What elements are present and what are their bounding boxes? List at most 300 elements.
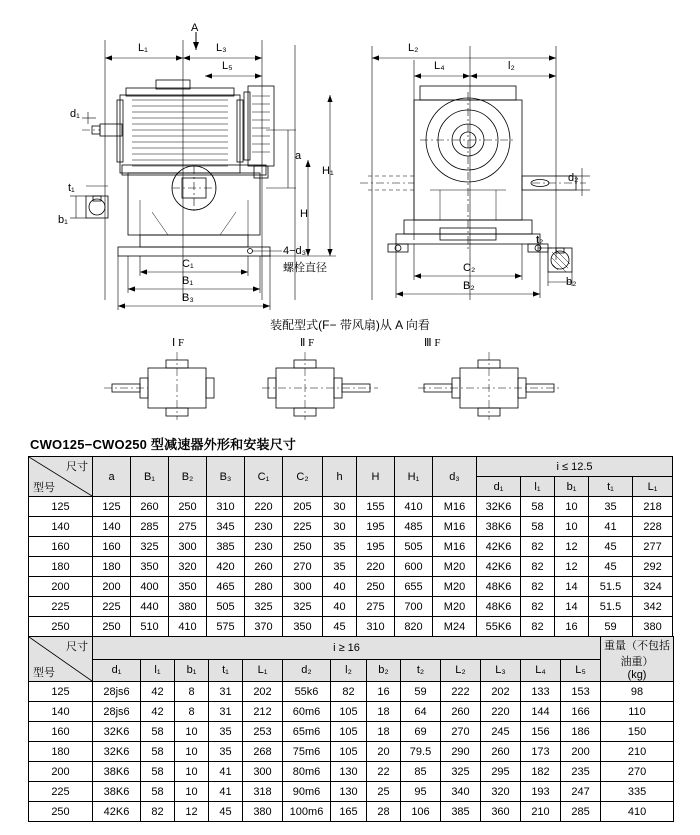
value-cell: 235	[561, 762, 601, 782]
dim-label-C1: C₁	[182, 258, 194, 270]
value-cell: 253	[243, 722, 283, 742]
value-cell: 820	[395, 617, 433, 637]
value-cell: M16	[433, 497, 477, 517]
model-cell: 180	[29, 742, 93, 762]
dim-label-A: A	[191, 22, 199, 34]
value-cell: 8	[175, 702, 209, 722]
value-cell: 10	[555, 517, 589, 537]
value-cell: 14	[555, 597, 589, 617]
model-cell: 200	[29, 577, 93, 597]
table2-body	[29, 682, 674, 822]
value-cell: 268	[243, 742, 283, 762]
value-cell: 205	[283, 497, 323, 517]
col2-L4: L₄	[521, 659, 561, 682]
value-cell: 325	[131, 537, 169, 557]
value-cell: 16	[367, 682, 401, 702]
model-cell: 125	[29, 682, 93, 702]
value-cell: 485	[395, 517, 433, 537]
col-H: H	[357, 457, 395, 497]
value-cell: 385	[207, 537, 245, 557]
value-cell: 150	[601, 722, 674, 742]
value-cell: 32K6	[93, 742, 141, 762]
value-cell: 320	[481, 782, 521, 802]
value-cell: M20	[433, 557, 477, 577]
table-row	[29, 702, 674, 722]
value-cell: 218	[633, 497, 673, 517]
value-cell: 380	[243, 802, 283, 822]
value-cell: 60m6	[283, 702, 331, 722]
col2-L5: L₅	[561, 659, 601, 682]
value-cell: 285	[131, 517, 169, 537]
model-cell: 225	[29, 782, 93, 802]
dim-label-d1: d₁	[70, 108, 80, 120]
dimension-table-large-ratio	[28, 636, 674, 822]
dimension-table-small-ratio	[28, 456, 673, 637]
col2-d2: d₂	[283, 659, 331, 682]
col-H1: H₁	[395, 457, 433, 497]
dim-label-L5: L₅	[222, 60, 233, 72]
model-cell: 140	[29, 702, 93, 722]
model-cell: 180	[29, 557, 93, 577]
assembly-caption: 装配型式(F− 带风扇)从 A 向看	[270, 318, 430, 332]
value-cell: 250	[357, 577, 395, 597]
value-cell: 16	[555, 617, 589, 637]
value-cell: 40	[323, 597, 357, 617]
value-cell: 58	[141, 782, 175, 802]
value-cell: 32K6	[93, 722, 141, 742]
value-cell: 41	[209, 782, 243, 802]
value-cell: 35	[323, 537, 357, 557]
col-t1: t₁	[589, 477, 633, 497]
value-cell: 505	[207, 597, 245, 617]
value-cell: 51.5	[589, 597, 633, 617]
table1-corner-bottom: 型号	[33, 482, 55, 494]
value-cell: 35	[323, 557, 357, 577]
value-cell: M16	[433, 517, 477, 537]
value-cell: 35	[589, 497, 633, 517]
dim-label-b1: b₁	[58, 214, 68, 226]
value-cell: 200	[561, 742, 601, 762]
table1-corner-top: 尺寸	[66, 461, 88, 473]
value-cell: 79.5	[401, 742, 441, 762]
value-cell: 58	[141, 762, 175, 782]
table1-corner-cell	[29, 457, 93, 497]
value-cell: 82	[521, 557, 555, 577]
table2-corner-top: 尺寸	[66, 641, 88, 653]
value-cell: 325	[283, 597, 323, 617]
dim-label-B3: B₃	[182, 292, 194, 304]
value-cell: 82	[521, 597, 555, 617]
value-cell: 700	[395, 597, 433, 617]
value-cell: 195	[357, 517, 395, 537]
value-cell: 290	[441, 742, 481, 762]
value-cell: 10	[175, 782, 209, 802]
value-cell: 85	[401, 762, 441, 782]
value-cell: 160	[93, 537, 131, 557]
value-cell: 510	[131, 617, 169, 637]
value-cell: 59	[589, 617, 633, 637]
value-cell: 410	[601, 802, 674, 822]
dim-label-L1: L₁	[138, 42, 148, 54]
table2-corner-bottom: 型号	[33, 667, 55, 679]
weight-header-unit: (kg)	[627, 669, 647, 681]
value-cell: 250	[169, 497, 207, 517]
variant-label-3: Ⅲ F	[424, 337, 441, 349]
value-cell: 75m6	[283, 742, 331, 762]
col-d1: d₁	[477, 477, 521, 497]
note-bolt-diameter-text: 螺栓直径	[283, 262, 327, 274]
value-cell: 156	[521, 722, 561, 742]
value-cell: 195	[357, 537, 395, 557]
value-cell: 260	[245, 557, 283, 577]
value-cell: 105	[331, 742, 367, 762]
value-cell: 38K6	[93, 782, 141, 802]
weight-header-line1: 重量（不包括	[604, 640, 671, 652]
table-row	[29, 617, 673, 637]
dim-label-b2: b₂	[566, 276, 577, 288]
value-cell: 300	[169, 537, 207, 557]
model-cell: 160	[29, 722, 93, 742]
value-cell: 655	[395, 577, 433, 597]
value-cell: 300	[243, 762, 283, 782]
value-cell: 144	[521, 702, 561, 722]
value-cell: 35	[209, 722, 243, 742]
table-row	[29, 722, 674, 742]
dim-label-d2: d₂	[568, 172, 579, 184]
value-cell: 186	[561, 722, 601, 742]
group-header-i-ge-16: i ≥ 16	[93, 637, 601, 660]
dim-label-L4: L₄	[434, 60, 445, 72]
table-row	[29, 517, 673, 537]
value-cell: 105	[331, 702, 367, 722]
value-cell: 32K6	[477, 497, 521, 517]
value-cell: 173	[521, 742, 561, 762]
dim-label-a: a	[295, 150, 302, 162]
value-cell: 440	[131, 597, 169, 617]
value-cell: 51.5	[589, 577, 633, 597]
variant-label-2: Ⅱ F	[300, 337, 315, 349]
value-cell: 182	[521, 762, 561, 782]
value-cell: 41	[209, 762, 243, 782]
col-b1: b₁	[555, 477, 589, 497]
value-cell: 22	[367, 762, 401, 782]
table-row	[29, 802, 674, 822]
value-cell: 14	[555, 577, 589, 597]
value-cell: 505	[395, 537, 433, 557]
value-cell: 465	[207, 577, 245, 597]
value-cell: 295	[481, 762, 521, 782]
value-cell: 105	[331, 722, 367, 742]
model-cell: 200	[29, 762, 93, 782]
value-cell: 212	[243, 702, 283, 722]
value-cell: 28js6	[93, 682, 141, 702]
col-l1: l₁	[521, 477, 555, 497]
value-cell: 310	[207, 497, 245, 517]
value-cell: 335	[601, 782, 674, 802]
value-cell: 42	[141, 682, 175, 702]
value-cell: 106	[401, 802, 441, 822]
value-cell: 10	[555, 497, 589, 517]
model-cell: 250	[29, 802, 93, 822]
value-cell: 38K6	[93, 762, 141, 782]
col-L1: L₁	[633, 477, 673, 497]
note-bolt-diameter-code: 4−d₃	[283, 245, 307, 257]
value-cell: 202	[481, 682, 521, 702]
col2-t1: t₁	[209, 659, 243, 682]
value-cell: M16	[433, 537, 477, 557]
value-cell: 30	[323, 497, 357, 517]
col2-l1: l₁	[141, 659, 175, 682]
value-cell: 270	[283, 557, 323, 577]
value-cell: 153	[561, 682, 601, 702]
value-cell: 130	[331, 782, 367, 802]
value-cell: 18	[367, 702, 401, 722]
value-cell: 80m6	[283, 762, 331, 782]
value-cell: 247	[561, 782, 601, 802]
table-row	[29, 742, 674, 762]
value-cell: 370	[245, 617, 283, 637]
value-cell: 69	[401, 722, 441, 742]
value-cell: 10	[175, 762, 209, 782]
value-cell: 410	[395, 497, 433, 517]
dim-label-t2: t₂	[536, 234, 544, 246]
col2-t2: t₂	[401, 659, 441, 682]
col-C2: C₂	[283, 457, 323, 497]
group-header-i-le-12-5: i ≤ 12.5	[477, 457, 673, 477]
value-cell: 130	[331, 762, 367, 782]
value-cell: 42K6	[93, 802, 141, 822]
dim-label-L3: L₃	[216, 42, 227, 54]
value-cell: 420	[207, 557, 245, 577]
value-cell: 325	[245, 597, 283, 617]
value-cell: 230	[245, 517, 283, 537]
value-cell: 55k6	[283, 682, 331, 702]
dim-label-H1: H₁	[322, 165, 334, 177]
table2-corner-cell	[29, 637, 93, 682]
value-cell: 230	[245, 537, 283, 557]
value-cell: M20	[433, 577, 477, 597]
model-cell: 250	[29, 617, 93, 637]
value-cell: 12	[555, 537, 589, 557]
value-cell: 82	[521, 537, 555, 557]
value-cell: 82	[521, 617, 555, 637]
value-cell: 166	[561, 702, 601, 722]
dim-label-H: H	[300, 208, 308, 220]
value-cell: 38K6	[477, 517, 521, 537]
col-h: h	[323, 457, 357, 497]
table-row	[29, 782, 674, 802]
table1-body	[29, 497, 673, 637]
value-cell: 8	[175, 682, 209, 702]
value-cell: 285	[561, 802, 601, 822]
variant-label-1: Ⅰ F	[172, 337, 185, 349]
value-cell: 275	[357, 597, 395, 617]
value-cell: 133	[521, 682, 561, 702]
value-cell: 292	[633, 557, 673, 577]
dim-label-l2: l₂	[508, 60, 515, 72]
col-B1: B₁	[131, 457, 169, 497]
col-weight	[601, 637, 674, 682]
value-cell: 225	[93, 597, 131, 617]
value-cell: 98	[601, 682, 674, 702]
value-cell: 82	[141, 802, 175, 822]
value-cell: 125	[93, 497, 131, 517]
value-cell: 202	[243, 682, 283, 702]
value-cell: 320	[169, 557, 207, 577]
table-row	[29, 682, 674, 702]
value-cell: 42	[141, 702, 175, 722]
value-cell: 58	[521, 517, 555, 537]
value-cell: 110	[601, 702, 674, 722]
value-cell: 55K6	[477, 617, 521, 637]
value-cell: 220	[245, 497, 283, 517]
col-d3: d₃	[433, 457, 477, 497]
table-row	[29, 762, 674, 782]
value-cell: 42K6	[477, 537, 521, 557]
value-cell: 45	[589, 537, 633, 557]
model-cell: 140	[29, 517, 93, 537]
col-B2: B₂	[169, 457, 207, 497]
value-cell: 193	[521, 782, 561, 802]
value-cell: 48K6	[477, 597, 521, 617]
value-cell: 410	[169, 617, 207, 637]
value-cell: 30	[323, 517, 357, 537]
value-cell: 45	[323, 617, 357, 637]
dim-label-B1: B₁	[182, 275, 194, 287]
value-cell: 59	[401, 682, 441, 702]
value-cell: 42K6	[477, 557, 521, 577]
value-cell: 58	[521, 497, 555, 517]
value-cell: 40	[323, 577, 357, 597]
col-B3: B₃	[207, 457, 245, 497]
table-row	[29, 597, 673, 617]
value-cell: 310	[357, 617, 395, 637]
table-row	[29, 537, 673, 557]
value-cell: 342	[633, 597, 673, 617]
value-cell: 200	[93, 577, 131, 597]
col2-L1: L₁	[243, 659, 283, 682]
value-cell: 220	[481, 702, 521, 722]
col2-b2: b₂	[367, 659, 401, 682]
value-cell: 41	[589, 517, 633, 537]
value-cell: 277	[633, 537, 673, 557]
value-cell: 340	[441, 782, 481, 802]
model-cell: 225	[29, 597, 93, 617]
dim-label-L2: L₂	[408, 42, 419, 54]
value-cell: 25	[367, 782, 401, 802]
value-cell: 28	[367, 802, 401, 822]
value-cell: 260	[481, 742, 521, 762]
col2-b1: b₁	[175, 659, 209, 682]
dim-label-C2: C₂	[463, 262, 476, 274]
value-cell: 31	[209, 682, 243, 702]
value-cell: 155	[357, 497, 395, 517]
value-cell: M24	[433, 617, 477, 637]
value-cell: 222	[441, 682, 481, 702]
col-C1: C₁	[245, 457, 283, 497]
value-cell: 270	[601, 762, 674, 782]
value-cell: 12	[175, 802, 209, 822]
value-cell: 260	[131, 497, 169, 517]
value-cell: 45	[589, 557, 633, 577]
model-cell: 125	[29, 497, 93, 517]
value-cell: 58	[141, 722, 175, 742]
dim-label-t1: t₁	[68, 182, 75, 194]
value-cell: 10	[175, 722, 209, 742]
value-cell: 82	[521, 577, 555, 597]
value-cell: 180	[93, 557, 131, 577]
value-cell: 360	[481, 802, 521, 822]
table-row	[29, 497, 673, 517]
value-cell: 82	[331, 682, 367, 702]
value-cell: 345	[207, 517, 245, 537]
value-cell: 220	[357, 557, 395, 577]
value-cell: 10	[175, 742, 209, 762]
value-cell: M20	[433, 597, 477, 617]
value-cell: 90m6	[283, 782, 331, 802]
value-cell: 95	[401, 782, 441, 802]
value-cell: 64	[401, 702, 441, 722]
value-cell: 275	[169, 517, 207, 537]
col2-L3: L₃	[481, 659, 521, 682]
value-cell: 12	[555, 557, 589, 577]
value-cell: 350	[169, 577, 207, 597]
value-cell: 58	[141, 742, 175, 762]
value-cell: 350	[283, 617, 323, 637]
value-cell: 325	[441, 762, 481, 782]
value-cell: 31	[209, 702, 243, 722]
value-cell: 324	[633, 577, 673, 597]
value-cell: 225	[283, 517, 323, 537]
value-cell: 380	[169, 597, 207, 617]
col2-L2: L₂	[441, 659, 481, 682]
value-cell: 350	[131, 557, 169, 577]
value-cell: 245	[481, 722, 521, 742]
value-cell: 385	[441, 802, 481, 822]
value-cell: 28js6	[93, 702, 141, 722]
value-cell: 48K6	[477, 577, 521, 597]
col-a: a	[93, 457, 131, 497]
value-cell: 318	[243, 782, 283, 802]
weight-header-line2: 油重）	[620, 656, 654, 668]
value-cell: 18	[367, 722, 401, 742]
value-cell: 575	[207, 617, 245, 637]
table-row	[29, 577, 673, 597]
value-cell: 260	[441, 702, 481, 722]
value-cell: 280	[245, 577, 283, 597]
page-title: CWO125−CWO250 型减速器外形和安装尺寸	[30, 437, 297, 452]
table-row	[29, 557, 673, 577]
value-cell: 250	[93, 617, 131, 637]
col2-l2: l₂	[331, 659, 367, 682]
value-cell: 210	[601, 742, 674, 762]
value-cell: 250	[283, 537, 323, 557]
col2-d1: d₁	[93, 659, 141, 682]
value-cell: 20	[367, 742, 401, 762]
value-cell: 100m6	[283, 802, 331, 822]
value-cell: 300	[283, 577, 323, 597]
value-cell: 165	[331, 802, 367, 822]
value-cell: 228	[633, 517, 673, 537]
value-cell: 35	[209, 742, 243, 762]
value-cell: 380	[633, 617, 673, 637]
value-cell: 400	[131, 577, 169, 597]
value-cell: 45	[209, 802, 243, 822]
dim-label-B2: B₂	[463, 280, 475, 292]
value-cell: 210	[521, 802, 561, 822]
model-cell: 160	[29, 537, 93, 557]
value-cell: 65m6	[283, 722, 331, 742]
